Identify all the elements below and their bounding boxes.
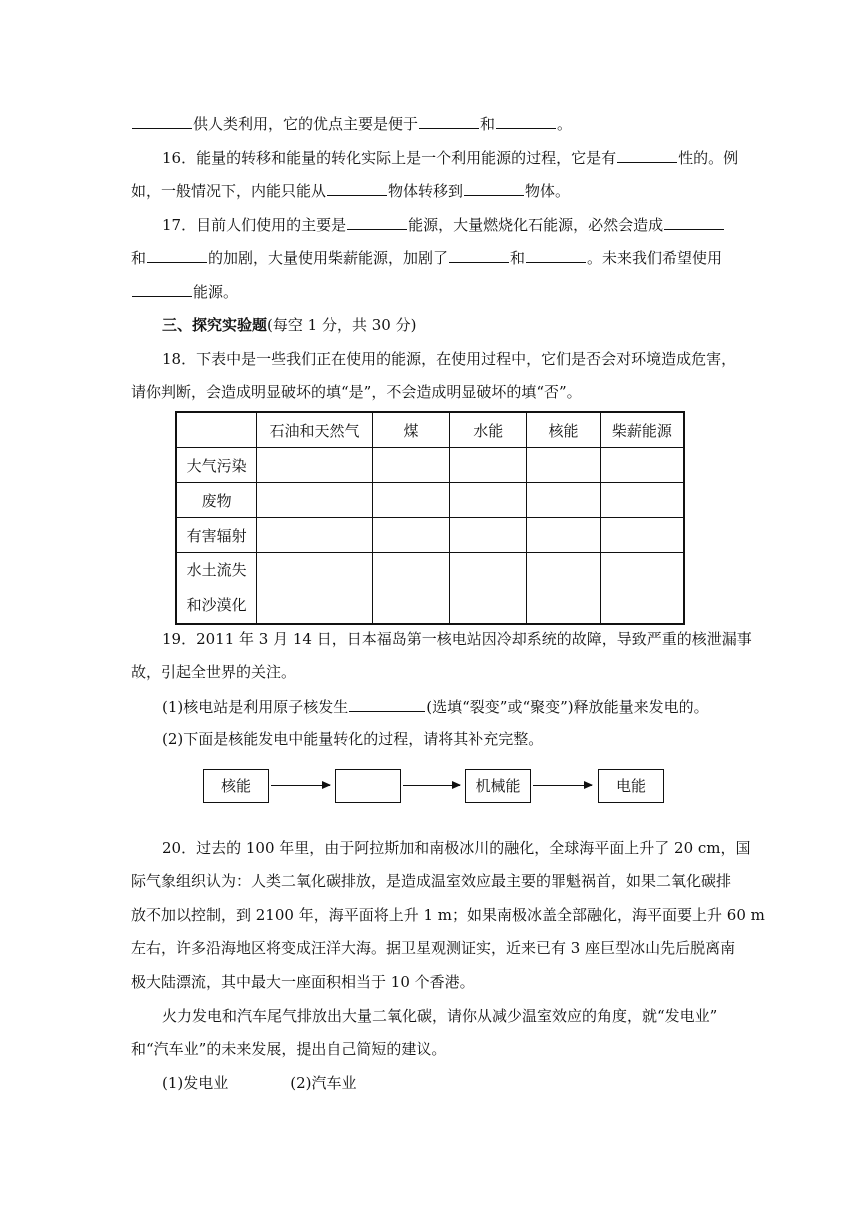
answer-cell[interactable] — [257, 483, 373, 518]
q17-text: 能源，大量燃烧化石能源，必然会造成 — [408, 216, 664, 234]
q16-text: 16．能量的转移和能量的转化实际上是一个利用能源的过程，它是有 — [162, 149, 617, 167]
table-row — [176, 483, 684, 518]
q17-line-3 — [131, 281, 731, 302]
q20-line-7: 和“汽车业”的未来发展，提出自己简短的建议。 — [131, 1040, 447, 1058]
answer-cell[interactable] — [372, 448, 450, 483]
q16-line-1 — [162, 147, 762, 168]
q16-text: 物体。 — [525, 182, 571, 200]
answer-blank[interactable] — [419, 113, 479, 129]
q20-sub-1: (1)发电业 — [162, 1074, 229, 1092]
q15-tail-line — [131, 113, 731, 134]
q17-text: 能源。 — [193, 283, 239, 301]
q18-line-2: 请你判断，会造成明显破坏的填“是”，不会造成明显破坏的填“否”。 — [131, 383, 582, 401]
q18-line-1: 18．下表中是一些我们正在使用的能源，在使用过程中，它们是否会对环境造成危害， — [162, 350, 737, 368]
answer-blank[interactable] — [132, 281, 192, 297]
answer-cell[interactable] — [450, 553, 527, 625]
table-header-cell — [176, 412, 257, 448]
flow-box-blank[interactable] — [335, 769, 401, 803]
answer-blank[interactable] — [617, 147, 677, 163]
q15-text: 。 — [557, 115, 573, 133]
q16-text: 如，一般情况下，内能只能从 — [131, 182, 327, 200]
row-label — [176, 553, 257, 625]
q15-text: 和 — [480, 115, 496, 133]
answer-blank[interactable] — [664, 214, 724, 230]
row-label-line: 和沙漠化 — [186, 596, 247, 614]
answer-blank[interactable] — [464, 180, 524, 196]
section-heading — [162, 315, 762, 335]
q17-text: 和 — [131, 249, 147, 267]
answer-cell[interactable] — [527, 448, 601, 483]
q19-text: (1)核电站是利用原子核发生 — [162, 698, 349, 716]
answer-cell[interactable] — [450, 448, 527, 483]
q17-text: 17．目前人们使用的主要是 — [162, 216, 347, 234]
answer-blank[interactable] — [526, 247, 586, 263]
row-label: 废物 — [176, 483, 257, 518]
section-note: (每空 1 分，共 30 分) — [267, 316, 417, 334]
q20-line-2: 际气象组织认为：人类二氧化碳排放，是造成温室效应最主要的罪魁祸首，如果二氧化碳排 — [131, 872, 732, 890]
answer-blank[interactable] — [449, 247, 509, 263]
arrow-icon — [533, 785, 592, 786]
q19-sub-1 — [162, 696, 762, 717]
answer-cell[interactable] — [600, 483, 684, 518]
row-label-line: 水土流失 — [186, 561, 247, 579]
table-header-cell: 核能 — [527, 412, 601, 448]
arrow-icon — [403, 785, 460, 786]
row-label: 有害辐射 — [176, 518, 257, 553]
q17-text: 。未来我们希望使用 — [587, 249, 723, 267]
answer-blank[interactable] — [349, 696, 425, 712]
answer-cell[interactable] — [527, 483, 601, 518]
table-header-row — [176, 412, 684, 448]
table-row — [176, 448, 684, 483]
q17-text: 和 — [510, 249, 526, 267]
q19-line-1: 19．2011 年 3 月 14 日，日本福岛第一核电站因冷却系统的故障，导致严重的核泄漏事 — [162, 630, 752, 648]
answer-cell[interactable] — [257, 553, 373, 625]
q20-line-5: 极大陆漂流，其中最大一座面积相当于 10 个香港。 — [131, 973, 475, 991]
flow-box-mechanical: 机械能 — [465, 769, 531, 803]
answer-cell[interactable] — [450, 518, 527, 553]
row-label: 大气污染 — [176, 448, 257, 483]
q16-text: 性的。例 — [678, 149, 739, 167]
answer-cell[interactable] — [257, 448, 373, 483]
q19-text: (选填“裂变”或“聚变”)释放能量来发电的。 — [426, 698, 709, 716]
q20-line-6: 火力发电和汽车尾气排放出大量二氧化碳，请你从减少温室效应的角度，就“发电业” — [162, 1007, 718, 1025]
q17-text: 的加剧，大量使用柴薪能源，加剧了 — [208, 249, 449, 267]
answer-blank[interactable] — [347, 214, 407, 230]
answer-cell[interactable] — [600, 553, 684, 625]
q17-line-1 — [162, 214, 762, 235]
table-row — [176, 518, 684, 553]
energy-impact-table — [175, 411, 685, 625]
answer-cell[interactable] — [257, 518, 373, 553]
q20-line-4: 左右，许多沿海地区将变成汪洋大海。据卫星观测证实，近来已有 3 座巨型冰山先后脱离南 — [131, 939, 736, 957]
section-title: 三、探究实验题 — [162, 316, 268, 334]
q16-text: 物体转移到 — [388, 182, 464, 200]
table-header-cell: 水能 — [450, 412, 527, 448]
answer-blank[interactable] — [132, 113, 192, 129]
answer-cell[interactable] — [600, 448, 684, 483]
q17-line-2 — [131, 247, 731, 268]
answer-cell[interactable] — [372, 483, 450, 518]
table-header-cell: 石油和天然气 — [257, 412, 373, 448]
q20-line-1: 20．过去的 100 年里，由于阿拉斯加和南极冰川的融化，全球海平面上升了 20 cm，国 — [162, 839, 751, 857]
table-header-cell: 煤 — [372, 412, 450, 448]
answer-cell[interactable] — [450, 483, 527, 518]
answer-cell[interactable] — [372, 553, 450, 625]
answer-cell[interactable] — [527, 518, 601, 553]
answer-blank[interactable] — [147, 247, 207, 263]
answer-cell[interactable] — [372, 518, 450, 553]
q19-line-2: 故，引起全世界的关注。 — [131, 663, 297, 681]
q20-sub-2: (2)汽车业 — [290, 1074, 357, 1092]
q15-text: 供人类利用，它的优点主要是便于 — [193, 115, 419, 133]
q20-line-3: 放不加以控制，到 2100 年，海平面将上升 1 m；如果南极冰盖全部融化，海平面要上升 60 m — [131, 906, 765, 924]
flow-box-electric: 电能 — [598, 769, 664, 803]
answer-blank[interactable] — [327, 180, 387, 196]
q19-sub-2: (2)下面是核能发电中能量转化的过程，请将其补充完整。 — [162, 730, 544, 748]
flow-box-nuclear: 核能 — [203, 769, 269, 803]
answer-cell[interactable] — [600, 518, 684, 553]
arrow-icon — [271, 785, 330, 786]
energy-flow-diagram — [203, 769, 663, 803]
table-row — [176, 553, 684, 625]
table-header-cell: 柴薪能源 — [600, 412, 684, 448]
q16-line-2 — [131, 180, 731, 201]
answer-blank[interactable] — [496, 113, 556, 129]
q20-subs — [162, 1073, 762, 1093]
answer-cell[interactable] — [527, 553, 601, 625]
